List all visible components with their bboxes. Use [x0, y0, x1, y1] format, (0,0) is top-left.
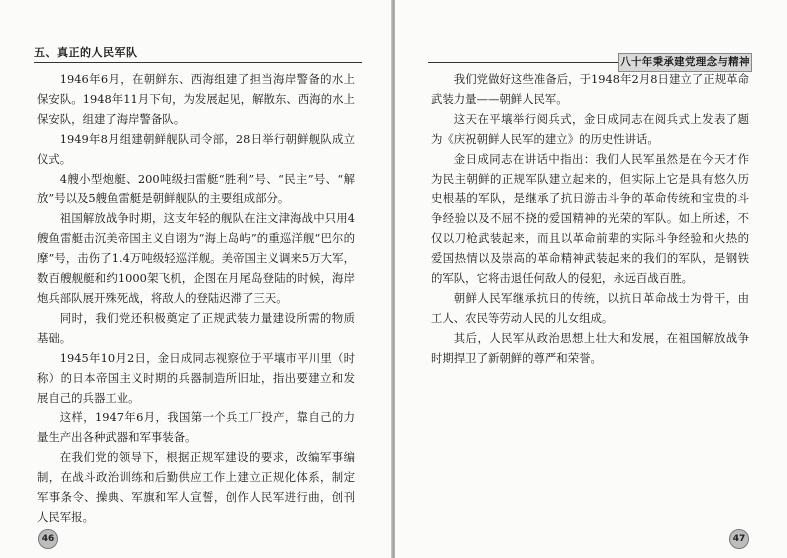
paragraph: 祖国解放战争时期，这支年轻的舰队在注文津海战中只用4艘鱼雷艇击沉美帝国主义自诩为“海上岛屿”的重巡洋舰“巴尔的摩”号，击伤了1.4万吨级轻巡洋舰。美帝国主义调来5万大军，数百艘舰艇和约1000架飞机，企图在月尾岛登陆的时候，海岸炮兵部队展开殊死战，将敌人的登陆迟滞了三天。 [37, 211, 355, 305]
paragraph: 同时，我们党还积极奠定了正规武装力量建设所需的物质基础。 [37, 310, 355, 345]
paragraph: 金日成同志在讲话中指出：我们人民军虽然是在今天才作为民主朝鲜的正规军队建立起来的，但实际上它是具有悠久历史根基的军队，是继承了抗日游击斗争的革命传统和宝贵的斗争经验以及不屈不挠的爱国精神的光荣的军队。如上所述，不仅以刀枪武装起来，而且以革命前辈的实际斗争经验和火热的爱国热情以及崇高的革命精神武装起来的我们的军队，是钢铁的军队，它将击退任何敌人的侵犯，永远百战百胜。 [431, 151, 749, 286]
right-page-header: 八十年秉承建党理念与精神 [618, 53, 752, 72]
left-page [0, 0, 392, 558]
paragraph: 这样，1947年6月，我国第一个兵工厂投产，靠自己的力量生产出各种武器和军事装备。 [37, 410, 355, 445]
paragraph: 这天在平壤举行阅兵式，金日成同志在阅兵式上发表了题为《庆祝朝鲜人民军的建立》的历史性讲话。 [431, 111, 749, 146]
paragraph: 4艘小型炮艇、200吨级扫雷艇“胜利”号、“民主”号、“解放”号以及5艘鱼雷艇是朝鲜舰队的主要组成部分。 [37, 171, 355, 206]
paragraph: 1949年8月组建朝鲜舰队司令部，28日举行朝鲜舰队成立仪式。 [37, 131, 355, 166]
paragraph: 在我们党的领导下，根据正规军建设的要求，改编军事编制，在战斗政治训练和后勤供应工作上建立正规化体系，制定军事条令、操典、军旗和军人宣誓，创作人民军进行曲，创刊人民军报。 [37, 450, 355, 524]
paragraph: 朝鲜人民军继承抗日的传统，以抗日革命战士为骨干，由工人、农民等劳动人民的儿女组成。 [431, 290, 749, 325]
left-page-number: 46 [38, 529, 58, 549]
left-page-header: 五、真正的人民军队 [34, 46, 138, 59]
right-page-number: 47 [729, 529, 749, 549]
right-header-rule [428, 62, 618, 63]
left-page-body [37, 70, 355, 528]
paragraph: 1945年10月2日，金日成同志视察位于平壤市平川里（时称）的日本帝国主义时期的兵器制造所旧址，指出要建立和发展自己的兵器工业。 [37, 350, 355, 405]
paragraph: 1946年6月，在朝鲜东、西海组建了担当海岸警备的水上保安队。1948年11月下旬，为发展起见，解散东、西海的水上保安队，组建了海岸警备队。 [37, 72, 355, 126]
left-header-rule [34, 62, 362, 63]
paragraph: 我们党做好这些准备后，于1948年2月8日建立了正规革命武装力量——朝鲜人民军。 [431, 72, 749, 106]
paragraph: 其后，人民军从政治思想上壮大和发展，在祖国解放战争时期捍卫了新朝鲜的尊严和荣誉。 [431, 330, 749, 365]
right-page-body [431, 70, 749, 369]
